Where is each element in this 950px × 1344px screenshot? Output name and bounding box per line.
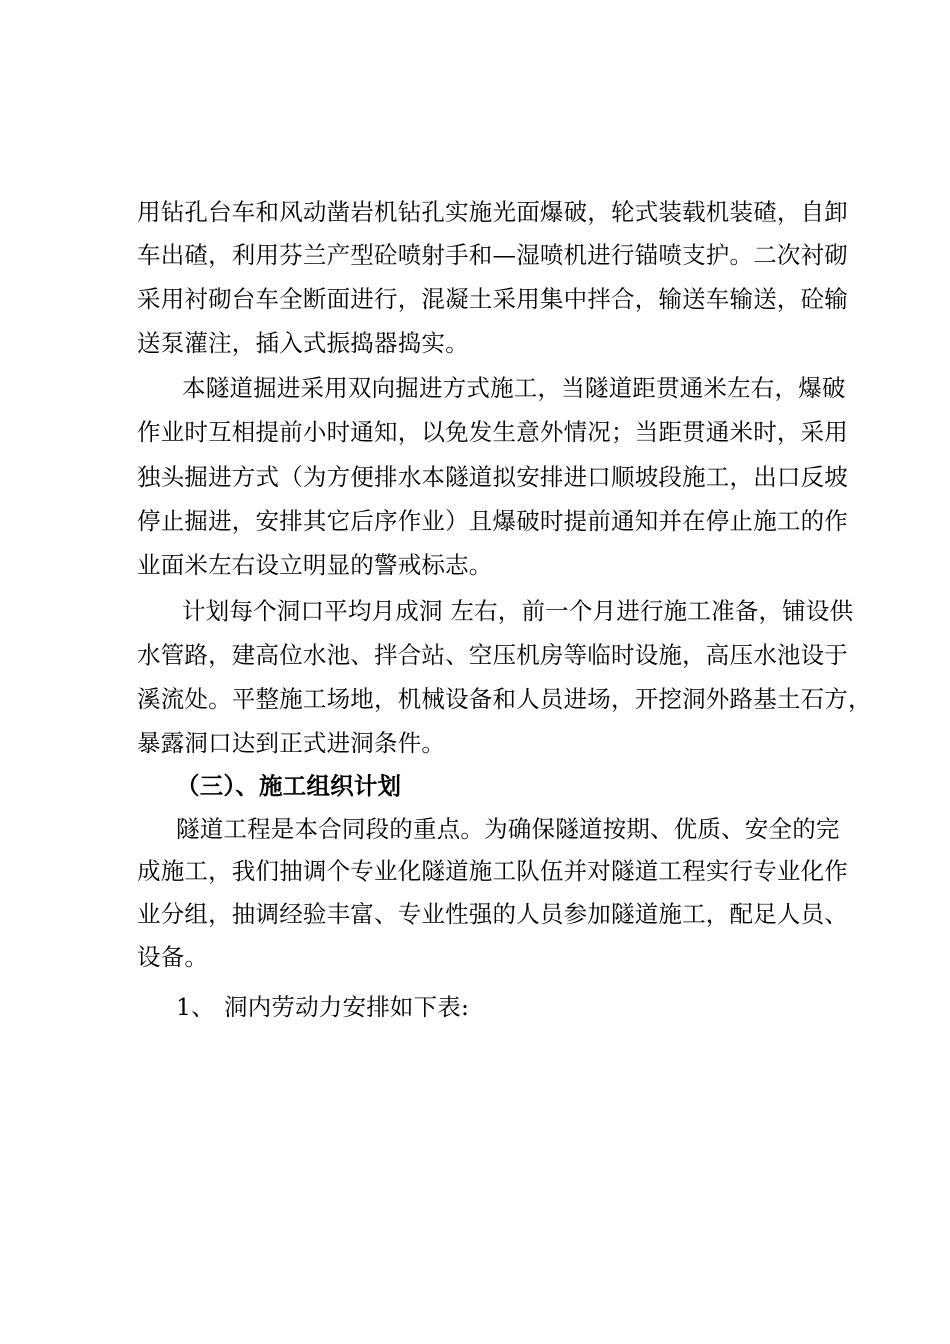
paragraph-3-line-4: 暴露洞口达到正式进洞条件。 xyxy=(137,729,446,757)
paragraph-4-line-3: 业分组，抽调经验丰富、专业性强的人员参加隧道施工，配足人员、 xyxy=(137,900,848,928)
paragraph-4-line-2: 成施工，我们抽调个专业化隧道施工队伍并对隧道工程实行专业化作 xyxy=(137,857,848,885)
paragraph-2-line-1: 本隧道掘进采用双向掘进方式施工，当隧道距贯通米左右，爆破 xyxy=(182,374,846,402)
paragraph-4-line-1: 隧道工程是本合同段的重点。为确保隧道按期、优质、安全的完 xyxy=(176,815,840,843)
paragraph-1-line-4: 送泵灌注，插入式振捣器捣实。 xyxy=(137,329,469,357)
paragraph-1-line-3: 采用衬砌台车全断面进行，混凝土采用集中拌合，输送车输送，砼输 xyxy=(137,285,848,313)
list-item-text: 洞内劳动力安排如下表: xyxy=(224,993,470,1021)
paragraph-4-line-4: 设备。 xyxy=(137,943,209,971)
paragraph-1-line-1: 用钻孔台车和风动凿岩机钻孔实施光面爆破，轮式装载机装碴，自卸 xyxy=(137,198,848,226)
paragraph-2-line-4: 停止掘进，安排其它后序作业）且爆破时提前通知并在停止施工的作 xyxy=(137,507,848,535)
paragraph-3-line-1: 计划每个洞口平均月成洞 左右，前一个月进行施工准备，铺设供 xyxy=(182,597,854,625)
paragraph-2-line-5: 业面米左右设立明显的警戒标志。 xyxy=(137,551,493,579)
list-item-number: 1、 xyxy=(176,993,215,1021)
paragraph-2-line-3: 独头掘进方式（为方便排水本隧道拟安排进口顺坡段施工，出口反坡 xyxy=(137,463,848,491)
section-heading: （三）、施工组织计划 xyxy=(176,772,402,800)
paragraph-3-line-3: 溪流处。平整施工场地，机械设备和人员进场，开挖洞外路基土石方， xyxy=(137,685,872,713)
paragraph-3-line-2: 水管路，建高位水池、拌合站、空压机房等临时设施，高压水池设于 xyxy=(137,641,848,669)
paragraph-2-line-2: 作业时互相提前小时通知，以免发生意外情况；当距贯通米时，采用 xyxy=(137,418,848,446)
paragraph-1-line-2: 车出碴，利用芬兰产型砼喷射手和—湿喷机进行锚喷支护。二次衬砌 xyxy=(137,241,848,269)
